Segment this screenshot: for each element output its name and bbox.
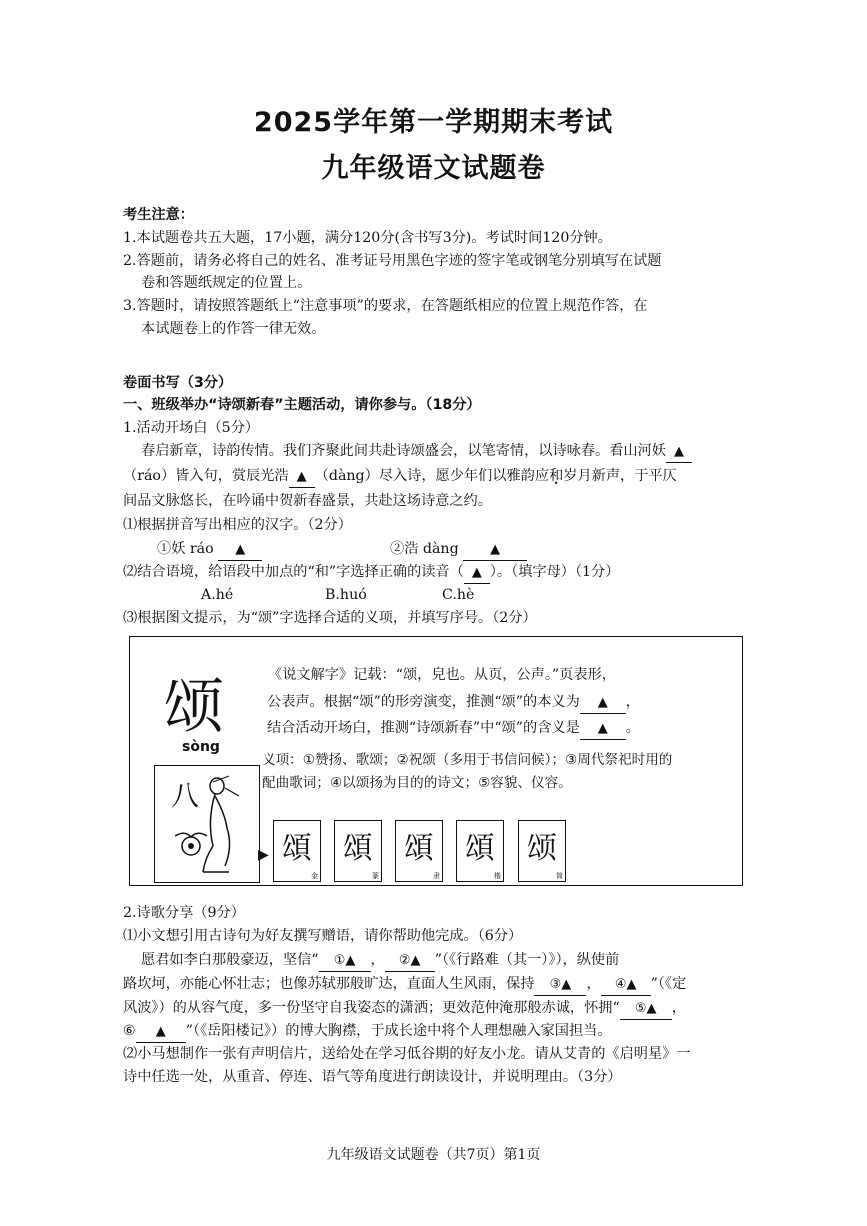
question-heading: 2.诗歌分享（9分） <box>123 905 245 921</box>
answer-blank[interactable]: ▲ <box>464 563 490 584</box>
answer-blank[interactable]: ▲ <box>666 442 692 463</box>
notice-item: 1.本试题卷共五大题，17小题，满分120分(含书写3分)。考试时间120分钟。 <box>123 230 612 246</box>
song-character: 颂 <box>164 672 224 742</box>
definition-line: 义项：①赞扬、歌颂；②祝颂（多用于书信问候）；③周代祭祀时用的 <box>262 752 673 768</box>
option-c: C.hè <box>442 587 475 603</box>
answer-blank[interactable]: ▲ <box>218 540 262 561</box>
script-glyph: 頌 篆 <box>334 820 382 882</box>
passage-line: 间品文脉悠长，在吟诵中贺新春盛景，共赴这场诗意之约。 <box>123 493 492 509</box>
sub-question: ⑶根据图文提示，为“颂”字选择合适的义项，并填写序号。（2分） <box>123 610 537 626</box>
answer-blank[interactable]: ▲ <box>463 540 527 561</box>
option-a: A.hé <box>201 587 234 603</box>
notice-item: 卷和答题纸规定的位置上。 <box>141 275 312 291</box>
sub-question: ⑵结合语境，给语段中加点的“和”字选择正确的读音（ ▲ ）。（填字母）（1分） <box>123 562 619 584</box>
answer-blank[interactable]: ▲ <box>136 1022 186 1043</box>
script-glyph: 颂 简 <box>518 820 566 882</box>
answer-blank[interactable]: ▲ <box>289 467 315 488</box>
answer-blank[interactable]: ①▲ <box>319 951 371 972</box>
passage-line: ⑥ ▲ ”（《岳阳楼记》）的博大胸襟，于成长途中将个人理想融入家国担当。 <box>123 1021 612 1043</box>
notice-item: 2.答题前，请务必将自己的姓名、准考证号用黑色字迹的签字笔或钢笔分别填写在试题 <box>123 253 662 269</box>
script-glyph: 頌 金 <box>273 820 321 882</box>
song-character-box <box>129 636 743 886</box>
question-heading: 1.活动开场白（5分） <box>123 420 260 436</box>
ba-glyph: 八 <box>171 779 200 812</box>
answer-blank[interactable]: ⑤▲ <box>620 999 672 1020</box>
sub-question: ⑵小马想制作一张有声明信片，送给处在学习低谷期的好友小龙。请从艾青的《启明星》一 <box>123 1046 691 1062</box>
sub-question: 诗中任选一处，从重音、停连、语气等角度进行朗读设计，并说明理由。（3分） <box>123 1069 622 1085</box>
answer-blank[interactable]: ④▲ <box>601 975 651 996</box>
page-footer: 九年级语文试题卷（共7页）第1页 <box>326 1147 541 1163</box>
dotted-char: 和 <box>549 468 564 484</box>
notice-item: 本试题卷上的作答一律无效。 <box>141 321 326 337</box>
section-heading: 一、班级举办“诗颂新春”主题活动，请你参与。（18分） <box>123 397 481 413</box>
song-pinyin: sòng <box>182 739 220 755</box>
kneeling-figure-icon <box>155 766 259 882</box>
section-handwriting: 卷面书写（3分） <box>123 375 233 391</box>
option-b: B.huó <box>325 587 367 603</box>
answer-blank[interactable]: ▲ <box>580 693 626 714</box>
box-text: 《说文解字》记载：“颂，皃也。从页，公声。”页表形， <box>268 667 616 683</box>
ancient-glyph-picture <box>154 765 260 883</box>
definition-line: 配曲歌词；④以颂扬为目的的诗文；⑤容貌、仪容。 <box>262 775 572 791</box>
passage-line: （ráo）皆入句，赏辰光浩 ▲ （dàng）尽入诗，愿少年们以雅韵应和岁月新声，于平仄 <box>123 466 677 488</box>
sub-question: ⑴小文想引用古诗句为好友撰写赠语，请你帮助他完成。（6分） <box>123 928 523 944</box>
script-glyph: 頌 楷 <box>456 820 504 882</box>
arrow-icon: ▶ <box>258 847 269 863</box>
sub-answer-1: ①妖 ráo ▲ <box>157 539 262 561</box>
passage-line: 愿君如李白那般豪迈，坚信“ ①▲ ， ②▲ ”（《行路难（其一）》），纵使前 <box>141 950 619 972</box>
box-text: 公表声。根据“颂”的形旁演变，推测“颂”的本义为 ▲ ， <box>267 692 640 714</box>
notice-heading: 考生注意： <box>123 207 194 223</box>
answer-blank[interactable]: ②▲ <box>385 951 435 972</box>
passage-line: 路坎坷，亦能心怀壮志；也像苏轼那般旷达，直面人生风雨，保持 ③▲ ， ④▲ ”（《定 <box>123 974 686 996</box>
exam-subtitle: 九年级语文试题卷 <box>321 153 546 184</box>
answer-blank[interactable]: ▲ <box>580 719 626 740</box>
passage-line: 春启新章，诗韵传情。我们齐聚此间共赴诗颂盛会，以笔寄情，以诗咏春。看山河妖 ▲ <box>141 441 692 463</box>
script-glyph: 頌 隶 <box>395 820 443 882</box>
passage-line: 风波》）的从容气度，多一份坚守自我姿态的潇洒；更效范仲淹那般赤诚，怀拥“ ⑤▲ ， <box>123 998 686 1020</box>
notice-item: 3.答题时，请按照答题纸上“注意事项”的要求，在答题纸相应的位置上规范作答，在 <box>123 298 648 314</box>
box-text: 结合活动开场白，推测“诗颂新春”中“颂”的含义是 ▲ 。 <box>267 718 640 740</box>
exam-title: 2025学年第一学期期末考试 <box>253 107 614 138</box>
answer-blank[interactable]: ③▲ <box>534 975 586 996</box>
sub-answer-2: ②浩 dàng ▲ <box>390 539 527 561</box>
sub-question: ⑴根据拼音写出相应的汉字。（2分） <box>123 517 352 533</box>
